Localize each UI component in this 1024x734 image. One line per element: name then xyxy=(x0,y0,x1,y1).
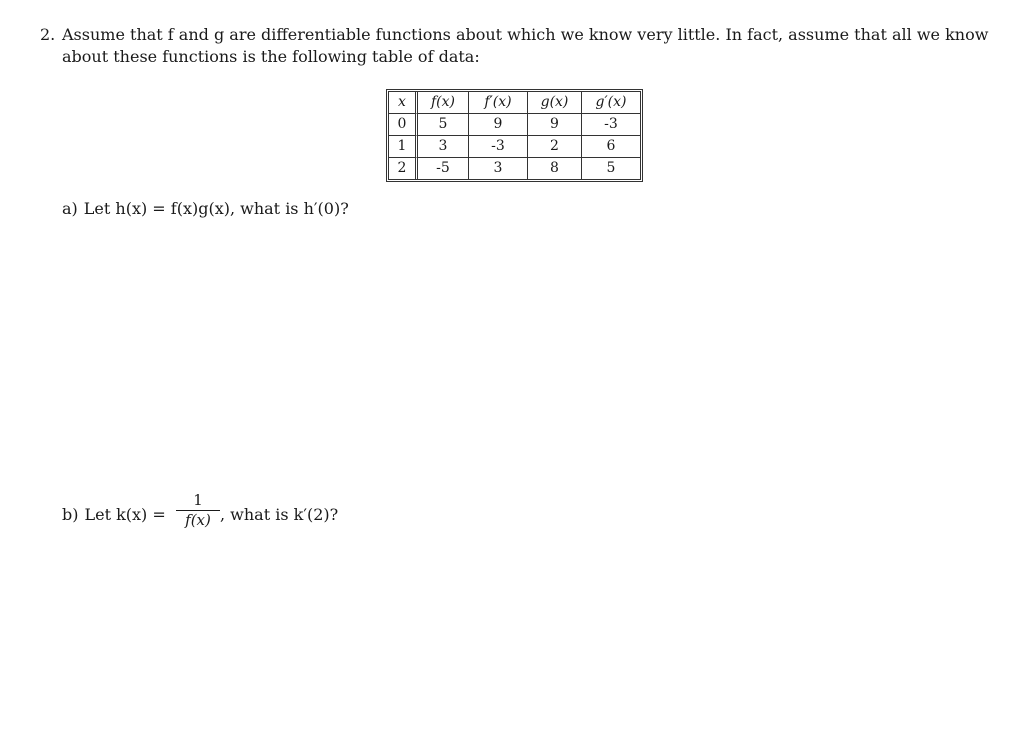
table-header-cell: g′(x) xyxy=(595,94,627,110)
fraction-denominator: f(x) xyxy=(185,511,211,529)
part-b-fraction xyxy=(176,491,220,529)
table-cell: 2 xyxy=(528,135,582,157)
table-header-cell: x xyxy=(389,92,418,113)
table-cell: 5 xyxy=(582,157,640,179)
problem-line-1 xyxy=(40,24,990,46)
data-table xyxy=(388,91,641,180)
table-cell: 9 xyxy=(528,113,582,135)
table-cell: 8 xyxy=(528,157,582,179)
table-header-cell: g(x) xyxy=(528,92,582,113)
data-table-container xyxy=(388,91,641,180)
part-b-label: b) xyxy=(62,505,79,524)
table-cell: 6 xyxy=(582,135,640,157)
table-cell: 3 xyxy=(469,157,528,179)
table-row xyxy=(389,157,640,179)
part-b-rhs: , what is k′(2)? xyxy=(220,505,339,524)
part-a-question xyxy=(62,198,349,220)
table-header-row xyxy=(389,92,640,113)
part-a-text: Let h(x) = f(x)g(x), what is h′(0)? xyxy=(83,199,349,218)
part-b-lhs-text: Let k(x) = xyxy=(84,505,166,524)
problem-number: 2. xyxy=(40,25,56,44)
problem-text-1: Assume that f and g are differentiable functions about which we know very little. In fact, assume that all we know xyxy=(62,25,989,44)
problem-line-2: about these functions is the following table of data: xyxy=(62,47,480,66)
table-header-cell: f′(x) xyxy=(469,92,528,113)
table-header-cell: f(x) xyxy=(418,92,469,113)
table-row xyxy=(389,113,640,135)
table-row xyxy=(389,135,640,157)
table-cell: 2 xyxy=(389,157,418,179)
fraction-numerator: 1 xyxy=(176,491,220,511)
table-cell: -3 xyxy=(582,113,640,135)
table-cell: 1 xyxy=(389,135,418,157)
table-cell: 0 xyxy=(389,113,418,135)
table-cell: 9 xyxy=(469,113,528,135)
table-cell: 5 xyxy=(418,113,469,135)
problem-statement xyxy=(40,24,990,68)
part-b-lhs xyxy=(62,505,166,524)
table-cell: 3 xyxy=(418,135,469,157)
table-cell: -3 xyxy=(469,135,528,157)
part-a-label: a) xyxy=(62,199,78,218)
table-cell: -5 xyxy=(418,157,469,179)
